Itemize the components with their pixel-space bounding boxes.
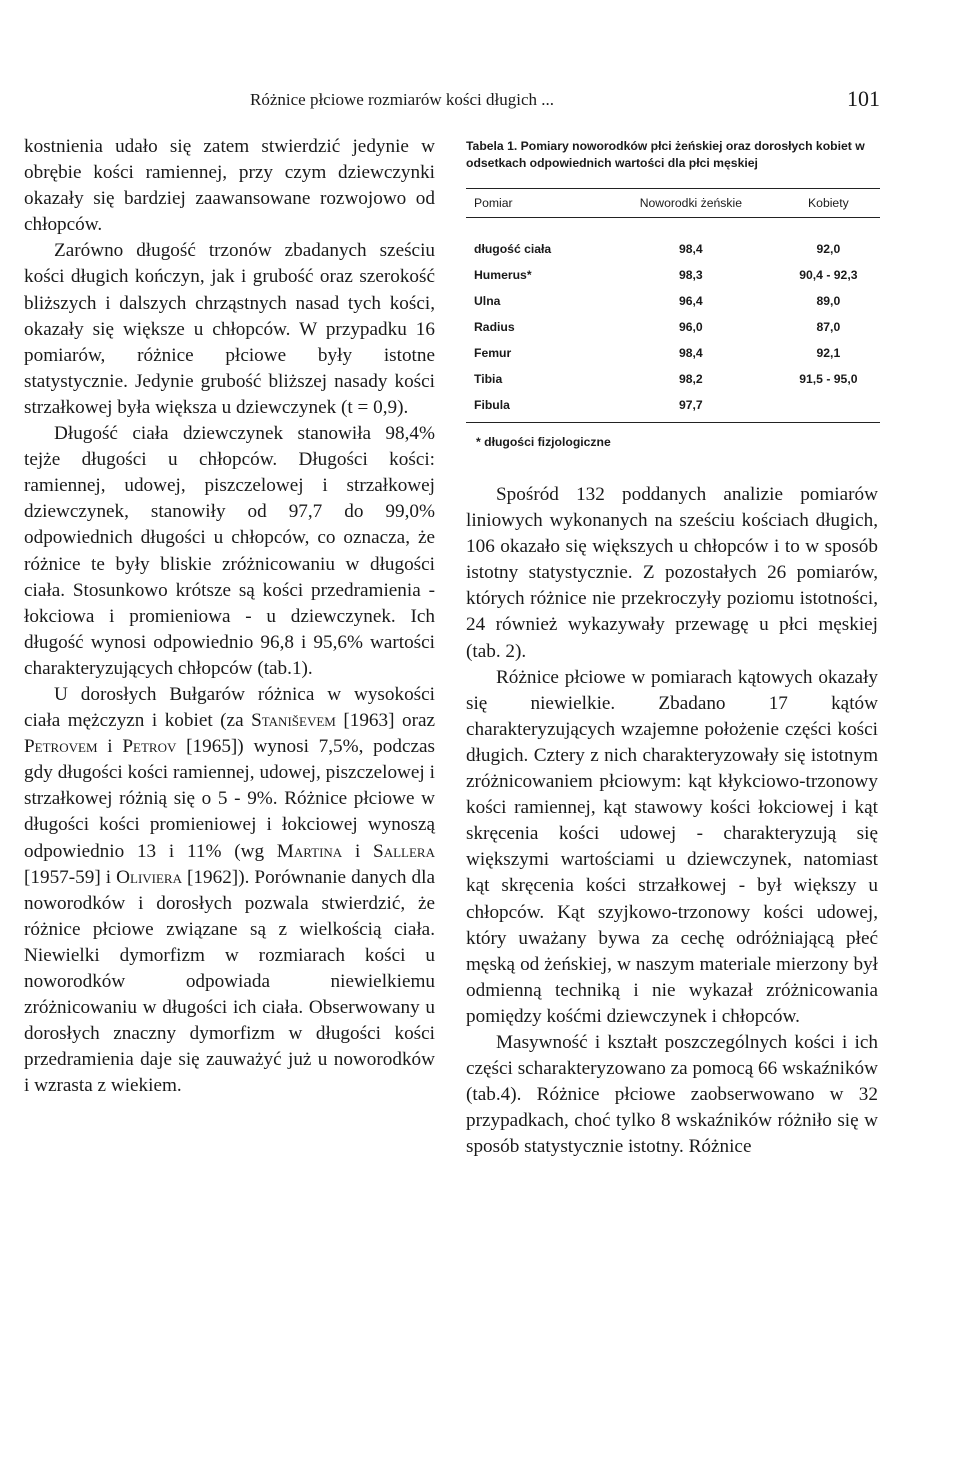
table-cell: 98,3 <box>678 268 703 282</box>
header-cell-noworodki: Noworodki żeńskie <box>605 189 777 218</box>
text-run: i <box>97 736 123 758</box>
running-title: Różnice płciowe rozmiarów kości długich ... <box>250 90 555 109</box>
header-cell-pomiar: Pomiar <box>466 189 605 218</box>
right-paragraph-2: Różnice płciowe w pomiarach kątowych okazały się niewielkie. Zbadano 17 kątów charakteryzujących wzajemne położenie części kości długich. Cztery z nich charakteryzowały się istotnym zróżnicowaniem płciowym: kąt kłykciowo-trzonowy kości ramiennej, kąt stawowy kości łokciowej i kąt skręcenia kości udowej - charakteryzują się większymi wartościami u dziewczynek, natomiast kąt skręcenia kości strzałkowej - był większy u chłopców. Kąt szyjkowo-trzonowy kości udowej, który uważany bywa za cechę odróżniającą płeć męską od żeńskiej, w naszym materiale mierzony był odmienną techniką i nie wykazał zróżnicowania pomiędzy kośćmi dziewczynek i chłopców. <box>466 666 878 1027</box>
table-cell: 92,0 <box>816 242 841 256</box>
table-row <box>466 288 880 314</box>
table-cell: 98,4 <box>678 242 703 256</box>
measurements-table <box>466 188 880 423</box>
table-caption: Tabela 1. Pomiary noworodków płci żeńskiej oraz dorosłych kobiet w odsetkach odpowiednich wartości dla płci męskiej <box>466 139 865 170</box>
table-header-row <box>466 189 880 218</box>
author-name: Petrov <box>122 736 177 758</box>
right-paragraph-3: Masywność i kształt poszczególnych kości i ich części scharakteryzowano za pomocą 66 wskaźników (tab.4). Różnice płciowe zaobserwowano w 32 przypadkach, choć tylko 8 wskaźników różniło się w sposób statystycznie istotny. Różnice <box>466 1031 878 1158</box>
left-paragraph-2: Zarówno długość trzonów zbadanych sześciu kości długich kończyn, jak i grubość oraz szerokość bliższych i dalszych chrząstnych nasad tych kości, okazały się większe u chłopców. W przypadku 16 pomiarów, różnice płciowe były istotne statystycznie. Jedynie grubość bliższej nasady kości strzałkowej była większa u dziewczynek (t = 0,9). <box>24 240 435 418</box>
table-cell: 89,0 <box>816 294 841 308</box>
table-cell: 92,1 <box>816 346 841 360</box>
author-name: Sallera <box>373 840 435 862</box>
text-run: [1963] oraz <box>335 710 436 732</box>
table-cell: Humerus* <box>474 268 532 282</box>
table-cell: długość ciała <box>474 242 552 256</box>
table-cell: Femur <box>474 346 512 360</box>
author-name: Petrovem <box>24 736 98 758</box>
text-run: i <box>342 840 374 862</box>
table-cell: 90,4 - 92,3 <box>799 268 858 282</box>
page-number: 101 <box>847 86 880 111</box>
table-cell: Radius <box>474 320 515 334</box>
table-cell: 98,4 <box>678 346 703 360</box>
left-paragraph-3: Długość ciała dziewczynek stanowiła 98,4% tejże długości u chłopców. Długości kości: ramiennej, udowej, piszczelowej i strzałkowej dziewczynek, stanowiły od 97,7 do 99,0% odpowiednich długości u chłopców, co oznacza, że różnice te były bliskie zróżnicowaniu w długości ciała. Stosunkowo krótsze są kości przedramienia - łokciowa i promieniowa - u dziewczynek. Ich długość wynosi odpowiednio 96,8 i 95,6% wartości charakteryzujących chłopców (tab.1). <box>24 423 435 679</box>
table-row <box>466 218 880 263</box>
table-footnote: * długości fizjologiczne <box>476 435 611 449</box>
table-cell: 87,0 <box>816 320 841 334</box>
table-row <box>466 262 880 288</box>
left-paragraph-4 <box>24 682 435 1100</box>
author-name: Staniševem <box>251 710 336 732</box>
table-row <box>466 340 880 366</box>
right-paragraph-1: Spośród 132 poddanych analizie pomiarów liniowych wykonanych na sześciu kościach długich, 106 okazało się większych u chłopców i to w sposób istotny statystycznie. Z pozostałych 26 pomiarów, których różnice nie przekroczyły poziomu istotności, 24 również wykazywały przewagę u płci męskiej (tab. 2). <box>466 484 878 662</box>
left-paragraph-1: kostnienia udało się zatem stwierdzić jedynie w obrębie kości ramiennej, przy czym dziewczynki okazały się bardziej zaawansowane rozwojowo od chłopców. <box>24 136 435 236</box>
table-1 <box>466 138 880 449</box>
table-row <box>466 392 880 423</box>
text-run: U dorosłych Bułgarów różnica w wysokości ciała mężczyzn i kobiet (za <box>24 683 435 732</box>
table-cell: 91,5 - 95,0 <box>799 372 858 386</box>
table-cell: 97,7 <box>605 392 777 423</box>
table-cell: Fibula <box>466 392 605 423</box>
table-cell: 96,0 <box>678 320 703 334</box>
table-row <box>466 366 880 392</box>
table-cell: Ulna <box>474 294 501 308</box>
text-run: [1962]). Porównanie danych dla noworodków i dorosłych pozwala stwierdzić, że różnice płciowe związane są z wielkością ciała. Niewielki dymorfizm w rozmiarach kości u noworodków odpowiada niewielkiemu zróżnicowaniu w długości ich ciała. Obserwowany u dorosłych znaczny dymorfizm w długości kości przedramienia daje się zauważyć już u noworodków i wzrasta z wiekiem. <box>24 866 435 1097</box>
text-run: [1965]) wynosi 7,5%, podczas gdy długości kości ramiennej, udowej, piszczelowej i strzałkowej różnią się o 5 - 9%. Różnice płciowe w długości kości promieniowej i łokciowej wynoszą odpowiednio 13 i 11% (wg <box>24 736 435 862</box>
text-run: [1957-59] i <box>24 866 117 888</box>
table-cell <box>777 392 880 423</box>
table-cell: Tibia <box>474 372 503 386</box>
table-cell: 96,4 <box>678 294 703 308</box>
table-cell: 98,2 <box>678 372 703 386</box>
header-cell-kobiety: Kobiety <box>777 189 880 218</box>
left-column <box>24 134 435 1099</box>
author-name: Martina <box>276 840 343 862</box>
author-name: Oliviera <box>116 866 182 888</box>
table-row <box>466 314 880 340</box>
right-column <box>466 482 878 1160</box>
